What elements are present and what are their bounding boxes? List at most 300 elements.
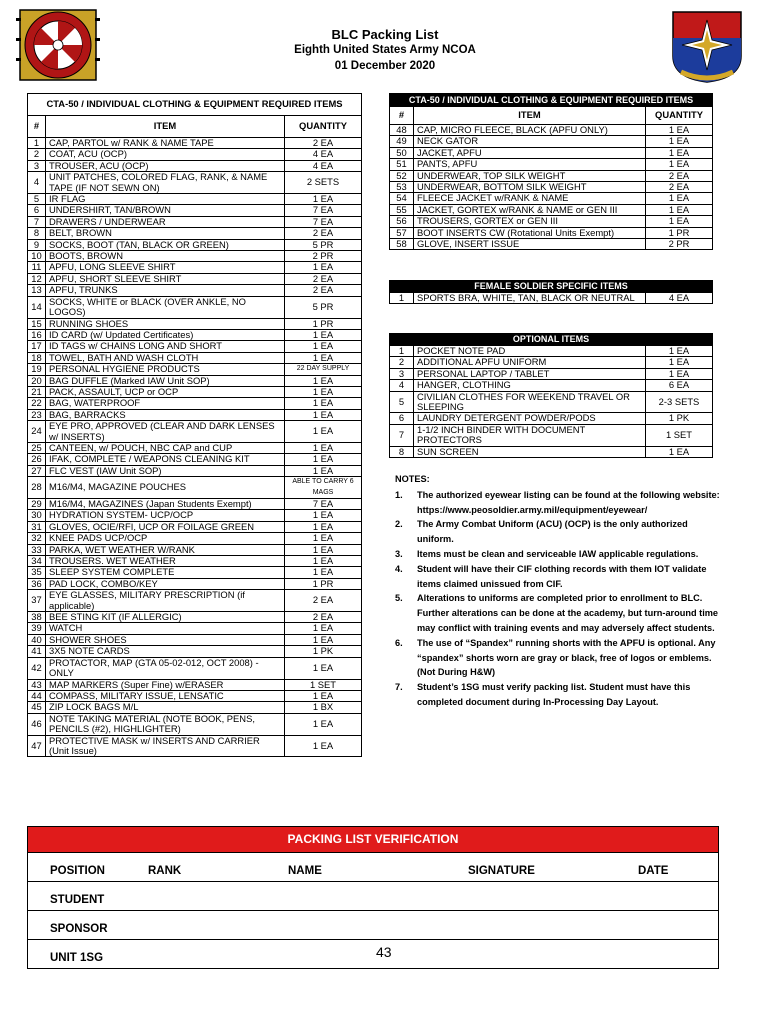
row-item: NECK GATOR — [414, 136, 646, 147]
row-quantity: 1 EA — [285, 510, 362, 521]
row-quantity: 1 EA — [285, 735, 362, 757]
row-quantity: 1 EA — [646, 446, 713, 457]
table-row — [28, 285, 362, 296]
row-label: STUDENT — [50, 894, 105, 906]
row-item: TROUSER, ACU (OCP) — [46, 160, 285, 171]
row-number: 23 — [28, 409, 46, 420]
table-heading: CTA-50 / INDIVIDUAL CLOTHING & EQUIPMENT REQUIRED ITEMS — [28, 94, 362, 116]
required-items-table-left — [27, 93, 362, 757]
row-number: 26 — [28, 454, 46, 465]
row-item: M16/M4, MAGAZINES (Japan Students Exempt) — [46, 499, 285, 510]
row-label: SPONSOR — [50, 923, 108, 935]
row-quantity: 4 EA — [285, 160, 362, 171]
row-item: RUNNING SHOES — [46, 318, 285, 329]
verification-row-sponsor[interactable] — [28, 910, 718, 939]
table-row — [28, 465, 362, 476]
row-item: JACKET, APFU — [414, 147, 646, 158]
document-date: 01 December 2020 — [334, 60, 436, 72]
column-signature: SIGNATURE — [468, 865, 535, 877]
row-quantity: 1 SET — [285, 679, 362, 690]
row-quantity: 7 EA — [285, 499, 362, 510]
note-item — [395, 591, 720, 635]
row-quantity: 1 EA — [285, 634, 362, 645]
table-row — [390, 380, 713, 391]
row-item: FLC VEST (IAW Unit SOP) — [46, 465, 285, 476]
row-number: 22 — [28, 398, 46, 409]
female-soldier-rows — [390, 293, 713, 304]
row-item: TROUSERS, GORTEX or GEN III — [414, 216, 646, 227]
note-number: 1. — [395, 489, 403, 500]
table-row — [28, 329, 362, 340]
row-item: HANGER, CLOTHING — [414, 380, 646, 391]
table-row — [28, 477, 362, 499]
row-quantity: 1 EA — [285, 421, 362, 443]
table-row — [28, 352, 362, 363]
table-row — [28, 364, 362, 375]
note-text: The use of “Spandex” running shorts with the APFU is optional. Any “spandex” shorts worn are gray or black, free of logos or emblems. (Not During H&W) — [417, 637, 716, 678]
table-row — [28, 228, 362, 239]
required-items-table-right — [389, 93, 713, 250]
table-row — [28, 409, 362, 420]
row-item: SOCKS, WHITE or BLACK (OVER ANKLE, NO LOGOS) — [46, 296, 285, 318]
row-item: BOOTS, BROWN — [46, 251, 285, 262]
row-number: 52 — [390, 170, 414, 181]
row-quantity: 1 EA — [285, 567, 362, 578]
row-number: 8 — [28, 228, 46, 239]
row-number: 48 — [390, 125, 414, 136]
row-quantity: 1 EA — [646, 204, 713, 215]
row-number: 32 — [28, 533, 46, 544]
table-row — [28, 205, 362, 216]
verification-row-unit-1sg[interactable] — [28, 939, 718, 968]
row-item: M16/M4, MAGAZINE POUCHES — [46, 477, 285, 499]
row-number: 11 — [28, 262, 46, 273]
row-quantity: 1 EA — [646, 368, 713, 379]
row-item: PERSONAL HYGIENE PRODUCTS — [46, 364, 285, 375]
document-subtitle: Eighth United States Army NCOA — [294, 44, 476, 56]
row-quantity: 1 EA — [285, 262, 362, 273]
column-header-quantity: QUANTITY — [646, 107, 713, 125]
table-row — [390, 204, 713, 215]
row-quantity: ABLE TO CARRY 6 MAGS — [285, 477, 362, 499]
row-quantity: 7 EA — [285, 216, 362, 227]
note-item — [395, 680, 720, 710]
row-item: APFU, SHORT SLEEVE SHIRT — [46, 273, 285, 284]
row-number: 31 — [28, 521, 46, 532]
note-number: 2. — [395, 519, 403, 530]
note-number: 3. — [395, 548, 403, 559]
table-row — [390, 227, 713, 238]
row-number: 44 — [28, 690, 46, 701]
row-number: 45 — [28, 702, 46, 713]
row-quantity: 1 BX — [285, 702, 362, 713]
row-item: COAT, ACU (OCP) — [46, 149, 285, 160]
row-item: FLEECE JACKET w/RANK & NAME — [414, 193, 646, 204]
row-number: 1 — [390, 293, 414, 304]
row-item: BELT, BROWN — [46, 228, 285, 239]
note-text: The Army Combat Uniform (ACU) (OCP) is the only authorized uniform. — [417, 519, 688, 545]
row-number: 21 — [28, 386, 46, 397]
row-item: PANTS, APFU — [414, 159, 646, 170]
row-quantity: 1 EA — [285, 521, 362, 532]
row-quantity: 1 PR — [646, 227, 713, 238]
table-row — [390, 391, 713, 413]
table-heading: FEMALE SOLDIER SPECIFIC ITEMS — [390, 281, 713, 293]
table-row — [28, 341, 362, 352]
verification-header-row — [28, 852, 718, 881]
table-row — [28, 556, 362, 567]
row-item: ZIP LOCK BAGS M/L — [46, 702, 285, 713]
required-items-left-rows — [28, 138, 362, 757]
row-item: BOOT INSERTS CW (Rotational Units Exempt) — [414, 227, 646, 238]
row-item: TOWEL, BATH AND WASH CLOTH — [46, 352, 285, 363]
row-item: SUN SCREEN — [414, 446, 646, 457]
row-item: SHOWER SHOES — [46, 634, 285, 645]
note-item — [395, 562, 720, 592]
row-number: 57 — [390, 227, 414, 238]
table-row — [28, 421, 362, 443]
row-number: 10 — [28, 251, 46, 262]
row-item: GLOVE, INSERT ISSUE — [414, 239, 646, 250]
row-number: 24 — [28, 421, 46, 443]
row-item: CAP, MICRO FLEECE, BLACK (APFU ONLY) — [414, 125, 646, 136]
notes-list — [395, 488, 720, 710]
note-text: The authorized eyewear listing can be found at the following website: https://www.peosoldier.army.mil/equipment/eyewear/ — [417, 489, 720, 515]
row-item: COMPASS, MILITARY ISSUE, LENSATIC — [46, 690, 285, 701]
row-quantity: 1 EA — [285, 341, 362, 352]
row-number: 16 — [28, 329, 46, 340]
row-number: 33 — [28, 544, 46, 555]
table-row — [28, 251, 362, 262]
table-row — [28, 296, 362, 318]
row-item: MAP MARKERS (Super Fine) w/ERASER — [46, 679, 285, 690]
row-quantity: 2 EA — [285, 612, 362, 623]
row-number: 46 — [28, 713, 46, 735]
row-quantity: 1 EA — [646, 136, 713, 147]
row-number: 43 — [28, 679, 46, 690]
row-quantity: 1 EA — [285, 352, 362, 363]
row-quantity: 1 EA — [646, 159, 713, 170]
row-item: WATCH — [46, 623, 285, 634]
row-item: LAUNDRY DETERGENT POWDER/PODS — [414, 413, 646, 424]
note-text: Alterations to uniforms are completed prior to enrollment to BLC. Further alterations can be done at the academy, but turn-around time may conflict with training events and may adversely affect students. — [417, 593, 719, 633]
row-number: 30 — [28, 510, 46, 521]
table-row — [390, 125, 713, 136]
row-item: UNDERSHIRT, TAN/BROWN — [46, 205, 285, 216]
row-number: 42 — [28, 657, 46, 679]
row-item: BAG, BARRACKS — [46, 409, 285, 420]
row-item: DRAWERS / UNDERWEAR — [46, 216, 285, 227]
row-item: CIVILIAN CLOTHES FOR WEEKEND TRAVEL OR SLEEPING — [414, 391, 646, 413]
row-item: CAP, PARTOL w/ RANK & NAME TAPE — [46, 138, 285, 149]
row-number: 41 — [28, 646, 46, 657]
row-number: 4 — [28, 172, 46, 194]
column-header-number: # — [390, 107, 414, 125]
row-quantity: 1 PR — [285, 318, 362, 329]
table-row — [28, 442, 362, 453]
row-item: IFAK, COMPLETE / WEAPONS CLEANING KIT — [46, 454, 285, 465]
table-row — [28, 702, 362, 713]
row-quantity: 1 EA — [285, 375, 362, 386]
row-quantity: 1 EA — [646, 125, 713, 136]
note-number: 4. — [395, 563, 403, 574]
row-quantity: 1 EA — [646, 357, 713, 368]
table-heading: OPTIONAL ITEMS — [390, 334, 713, 346]
table-row — [28, 679, 362, 690]
row-number: 38 — [28, 612, 46, 623]
row-number: 56 — [390, 216, 414, 227]
table-row — [28, 578, 362, 589]
row-number: 36 — [28, 578, 46, 589]
row-number: 15 — [28, 318, 46, 329]
row-number: 5 — [390, 391, 414, 413]
row-quantity: 1 EA — [285, 556, 362, 567]
note-number: 5. — [395, 593, 403, 604]
table-row — [28, 194, 362, 205]
column-date: DATE — [638, 865, 669, 877]
table-row — [28, 239, 362, 250]
row-quantity: 1 EA — [285, 623, 362, 634]
note-item — [395, 517, 720, 547]
document-title: BLC Packing List — [331, 27, 439, 42]
row-number: 6 — [28, 205, 46, 216]
row-item: PARKA, WET WEATHER W/RANK — [46, 544, 285, 555]
row-number: 51 — [390, 159, 414, 170]
row-quantity: 1 EA — [285, 398, 362, 409]
column-header-item: ITEM — [46, 116, 285, 138]
row-quantity: 7 EA — [285, 205, 362, 216]
table-row — [28, 398, 362, 409]
table-row — [28, 634, 362, 645]
table-row — [390, 357, 713, 368]
row-number: 1 — [390, 346, 414, 357]
row-number: 6 — [390, 413, 414, 424]
row-quantity: 1 EA — [285, 465, 362, 476]
row-item: SPORTS BRA, WHITE, TAN, BLACK OR NEUTRAL — [414, 293, 646, 304]
row-item: EYE GLASSES, MILITARY PRESCRIPTION (if applicable) — [46, 590, 285, 612]
row-quantity: 5 PR — [285, 296, 362, 318]
row-number: 39 — [28, 623, 46, 634]
table-row — [28, 375, 362, 386]
table-row — [28, 521, 362, 532]
note-item — [395, 636, 720, 680]
row-number: 7 — [390, 424, 414, 446]
table-row — [28, 172, 362, 194]
row-number: 58 — [390, 239, 414, 250]
row-item: ID TAGS w/ CHAINS LONG AND SHORT — [46, 341, 285, 352]
row-item: 1-1/2 INCH BINDER WITH DOCUMENT PROTECTORS — [414, 424, 646, 446]
row-item: SOCKS, BOOT (TAN, BLACK OR GREEN) — [46, 239, 285, 250]
row-item: BEE STING KIT (IF ALLERGIC) — [46, 612, 285, 623]
verification-row-student[interactable] — [28, 881, 718, 910]
table-row — [390, 193, 713, 204]
row-quantity: 2 EA — [646, 182, 713, 193]
table-row — [28, 454, 362, 465]
table-row — [390, 346, 713, 357]
row-item: HYDRATION SYSTEM- UCP/OCP — [46, 510, 285, 521]
row-number: 2 — [390, 357, 414, 368]
table-row — [390, 136, 713, 147]
packing-list-verification — [27, 826, 719, 969]
row-number: 47 — [28, 735, 46, 757]
table-row — [390, 239, 713, 250]
table-row — [28, 567, 362, 578]
row-item: PERSONAL LAPTOP / TABLET — [414, 368, 646, 379]
row-quantity: 5 PR — [285, 239, 362, 250]
row-number: 3 — [28, 160, 46, 171]
row-quantity: 4 EA — [646, 293, 713, 304]
table-row — [390, 413, 713, 424]
row-number: 13 — [28, 285, 46, 296]
table-row — [28, 499, 362, 510]
row-number: 25 — [28, 442, 46, 453]
row-number: 35 — [28, 567, 46, 578]
table-row — [390, 170, 713, 181]
column-header-number: # — [28, 116, 46, 138]
row-item: UNDERWEAR, TOP SILK WEIGHT — [414, 170, 646, 181]
table-row — [28, 510, 362, 521]
required-items-right-rows — [390, 125, 713, 250]
row-item: EYE PRO, APPROVED (CLEAR AND DARK LENSES w/ INSERTS) — [46, 421, 285, 443]
row-label: UNIT 1SG — [50, 952, 104, 964]
row-number: 40 — [28, 634, 46, 645]
row-quantity: 1 EA — [646, 346, 713, 357]
row-number: 49 — [390, 136, 414, 147]
table-row — [28, 386, 362, 397]
row-item: CANTEEN, w/ POUCH, NBC CAP and CUP — [46, 442, 285, 453]
row-quantity: 1 EA — [285, 690, 362, 701]
row-quantity: 1 EA — [285, 329, 362, 340]
row-item: JACKET, GORTEX w/RANK & NAME or GEN III — [414, 204, 646, 215]
table-row — [28, 160, 362, 171]
row-item: UNIT PATCHES, COLORED FLAG, RANK, & NAME TAPE (IF NOT SEWN ON) — [46, 172, 285, 194]
row-item: GLOVES, OCIE/RFI, UCP OR FOILAGE GREEN — [46, 521, 285, 532]
row-number: 54 — [390, 193, 414, 204]
row-quantity: 1 EA — [285, 442, 362, 453]
notes-section — [395, 472, 720, 710]
table-row — [28, 318, 362, 329]
table-row — [390, 216, 713, 227]
row-number: 50 — [390, 147, 414, 158]
note-number: 7. — [395, 682, 403, 693]
table-row — [28, 273, 362, 284]
row-quantity: 22 DAY SUPPLY — [285, 364, 362, 375]
row-quantity: 1 EA — [285, 657, 362, 679]
table-row — [28, 657, 362, 679]
row-item: BAG DUFFLE (Marked IAW Unit SOP) — [46, 375, 285, 386]
row-item: APFU, TRUNKS — [46, 285, 285, 296]
row-quantity: 2 EA — [285, 590, 362, 612]
row-number: 2 — [28, 149, 46, 160]
row-quantity: 1 PK — [646, 413, 713, 424]
row-quantity: 2 PR — [285, 251, 362, 262]
row-item: PACK, ASSAULT, UCP or OCP — [46, 386, 285, 397]
table-row — [28, 262, 362, 273]
table-row — [28, 149, 362, 160]
row-quantity: 1 EA — [285, 194, 362, 205]
column-rank: RANK — [148, 865, 182, 877]
column-position: POSITION — [50, 865, 105, 877]
verification-heading: PACKING LIST VERIFICATION — [28, 827, 718, 852]
row-item: IR FLAG — [46, 194, 285, 205]
table-row — [28, 216, 362, 227]
row-number: 9 — [28, 239, 46, 250]
table-heading: CTA-50 / INDIVIDUAL CLOTHING & EQUIPMENT REQUIRED ITEMS — [390, 94, 713, 107]
row-number: 1 — [28, 138, 46, 149]
row-number: 55 — [390, 204, 414, 215]
table-row — [390, 424, 713, 446]
row-quantity: 1 EA — [285, 409, 362, 420]
table-row — [390, 446, 713, 457]
note-item — [395, 547, 720, 562]
table-row — [28, 646, 362, 657]
row-item: TROUSERS. WET WEATHER — [46, 556, 285, 567]
table-row — [28, 735, 362, 757]
row-quantity: 2 EA — [285, 138, 362, 149]
row-quantity: 6 EA — [646, 380, 713, 391]
female-soldier-items-table — [389, 280, 713, 304]
row-quantity: 1 EA — [285, 544, 362, 555]
row-number: 27 — [28, 465, 46, 476]
row-number: 7 — [28, 216, 46, 227]
row-item: APFU, LONG SLEEVE SHIRT — [46, 262, 285, 273]
row-item: BAG, WATERPROOF — [46, 398, 285, 409]
row-number: 29 — [28, 499, 46, 510]
optional-items-rows — [390, 346, 713, 458]
note-text: Student will have their CIF clothing records with them IOT validate items claimed unissued from CIF. — [417, 563, 707, 589]
row-item: POCKET NOTE PAD — [414, 346, 646, 357]
note-item — [395, 488, 720, 518]
row-number: 34 — [28, 556, 46, 567]
row-item: NOTE TAKING MATERIAL (NOTE BOOK, PENS, PENCILS (#2), HIGHLIGHTER) — [46, 713, 285, 735]
row-item: PROTECTIVE MASK w/ INSERTS AND CARRIER (Unit Issue) — [46, 735, 285, 757]
row-number: 53 — [390, 182, 414, 193]
row-quantity: 1 EA — [285, 533, 362, 544]
column-name: NAME — [288, 865, 322, 877]
row-number: 37 — [28, 590, 46, 612]
column-header-quantity: QUANTITY — [285, 116, 362, 138]
table-row — [28, 533, 362, 544]
row-number: 28 — [28, 477, 46, 499]
row-number: 20 — [28, 375, 46, 386]
row-number: 19 — [28, 364, 46, 375]
row-quantity: 2 SETS — [285, 172, 362, 194]
row-item: KNEE PADS UCP/OCP — [46, 533, 285, 544]
row-quantity: 2 EA — [646, 170, 713, 181]
row-number: 4 — [390, 380, 414, 391]
row-item: ID CARD (w/ Updated Certificates) — [46, 329, 285, 340]
row-quantity: 4 EA — [285, 149, 362, 160]
note-text: Items must be clean and serviceable IAW applicable regulations. — [417, 548, 699, 559]
note-number: 6. — [395, 637, 403, 648]
column-header-item: ITEM — [414, 107, 646, 125]
row-quantity: 1 EA — [285, 454, 362, 465]
row-quantity: 2 EA — [285, 285, 362, 296]
row-item: PROTACTOR, MAP (GTA 05-02-012, OCT 2008) - ONLY — [46, 657, 285, 679]
row-quantity: 1 EA — [646, 193, 713, 204]
row-number: 8 — [390, 446, 414, 457]
optional-items-table — [389, 333, 713, 458]
table-row — [28, 713, 362, 735]
table-row — [28, 544, 362, 555]
row-quantity: 1 PR — [285, 578, 362, 589]
table-row — [28, 623, 362, 634]
row-item: 3X5 NOTE CARDS — [46, 646, 285, 657]
row-quantity: 1 EA — [285, 713, 362, 735]
row-item: PAD LOCK, COMBO/KEY — [46, 578, 285, 589]
row-number: 12 — [28, 273, 46, 284]
row-number: 5 — [28, 194, 46, 205]
